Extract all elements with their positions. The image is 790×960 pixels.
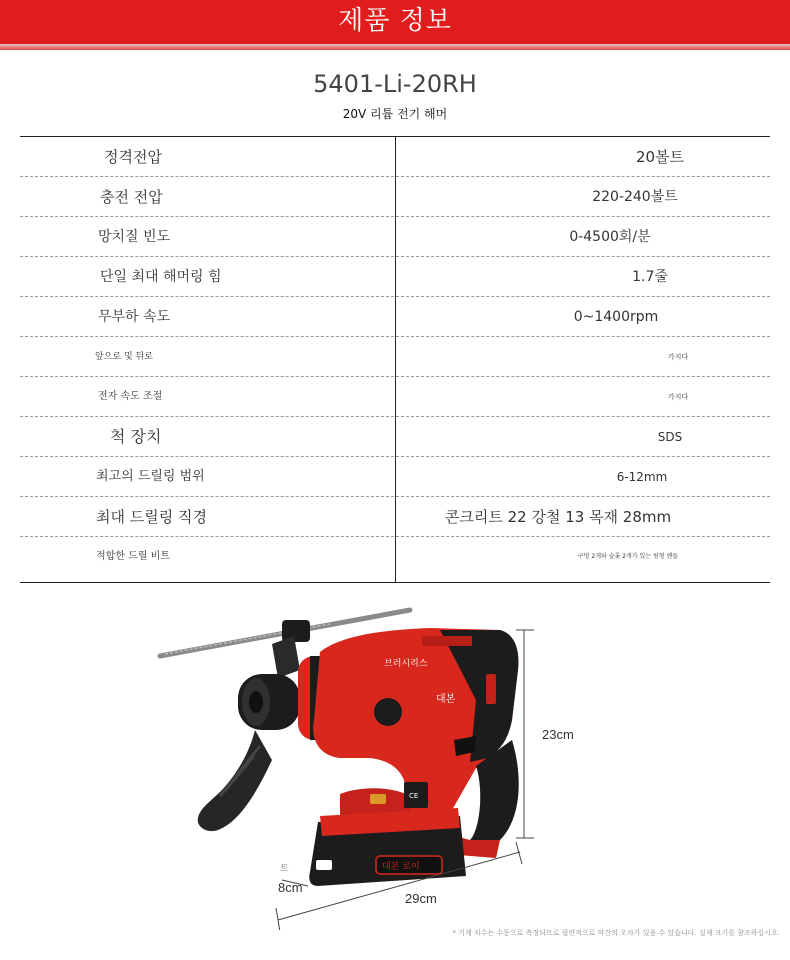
spec-value: 220-240볼트 bbox=[592, 189, 678, 205]
spec-row bbox=[20, 457, 770, 497]
body-label: 브러시리스 bbox=[384, 659, 428, 669]
spec-value: 구멍 2개와 슬롯 2개가 있는 원형 핸들 bbox=[577, 553, 679, 560]
spec-row bbox=[20, 537, 770, 577]
spec-key: 망치질 빈도 bbox=[98, 229, 171, 245]
spec-value: 0~1400rpm bbox=[573, 309, 659, 325]
spec-key: 최고의 드릴링 범위 bbox=[96, 469, 205, 484]
spec-value: 가지다 bbox=[667, 393, 689, 401]
header-title: 제품 정보 bbox=[338, 6, 452, 36]
spec-row bbox=[20, 177, 770, 217]
spec-row bbox=[20, 497, 770, 537]
battery bbox=[309, 808, 466, 886]
battery-label: 대본 로이 bbox=[382, 862, 420, 872]
spec-key: 최대 드릴링 직경 bbox=[96, 508, 207, 526]
brand-label: 대본 bbox=[436, 694, 456, 705]
spec-row bbox=[20, 257, 770, 297]
spec-table bbox=[20, 136, 770, 583]
ce-mark: CE bbox=[409, 792, 419, 800]
header-shadow bbox=[0, 44, 790, 52]
spec-row bbox=[20, 137, 770, 177]
spec-value: 1.7줄 bbox=[632, 269, 668, 285]
spec-key: 척 장치 bbox=[110, 427, 162, 446]
spec-key: 전자 속도 조절 bbox=[98, 391, 163, 402]
spec-key: 단일 최대 해머링 힘 bbox=[100, 269, 222, 285]
spec-row bbox=[20, 377, 770, 417]
product-subtitle: 20V 리튬 전기 해머 bbox=[342, 107, 448, 121]
spec-value: SDS bbox=[657, 430, 683, 444]
spec-value: 콘크리트 22 강철 13 목재 28mm bbox=[444, 508, 672, 526]
spec-value: 20볼트 bbox=[635, 148, 685, 166]
header-bar bbox=[0, 0, 790, 50]
spec-value: 0-4500회/분 bbox=[569, 229, 651, 245]
spec-key: 충전 전압 bbox=[100, 188, 163, 206]
measurement-note: * 기계 치수는 수동으로 측정되므로 필연적으로 약간의 오차가 있을 수 있습니다. 실제 크기를 참조하십시오. bbox=[452, 929, 780, 937]
side-handle bbox=[198, 730, 272, 831]
hammer-drill-image bbox=[0, 590, 790, 930]
spec-row bbox=[20, 337, 770, 377]
height-dimension bbox=[516, 630, 534, 838]
spec-key: 무부하 속도 bbox=[98, 309, 171, 325]
spec-key: 적합한 드릴 비트 bbox=[96, 551, 170, 562]
small-label: 트 bbox=[280, 863, 289, 873]
spec-row bbox=[20, 417, 770, 457]
length-label: 29cm bbox=[405, 891, 437, 906]
spec-key: 정격전압 bbox=[104, 148, 162, 166]
width-label: 8cm bbox=[278, 880, 303, 895]
spec-row bbox=[20, 217, 770, 257]
spec-key: 앞으로 및 뒤로 bbox=[95, 352, 153, 362]
spec-row bbox=[20, 297, 770, 337]
spec-value: 가지다 bbox=[667, 353, 689, 361]
model-title: 5401-Li-20RH bbox=[313, 70, 477, 98]
height-label: 23cm bbox=[542, 727, 574, 742]
spec-value: 6-12mm bbox=[616, 470, 668, 484]
